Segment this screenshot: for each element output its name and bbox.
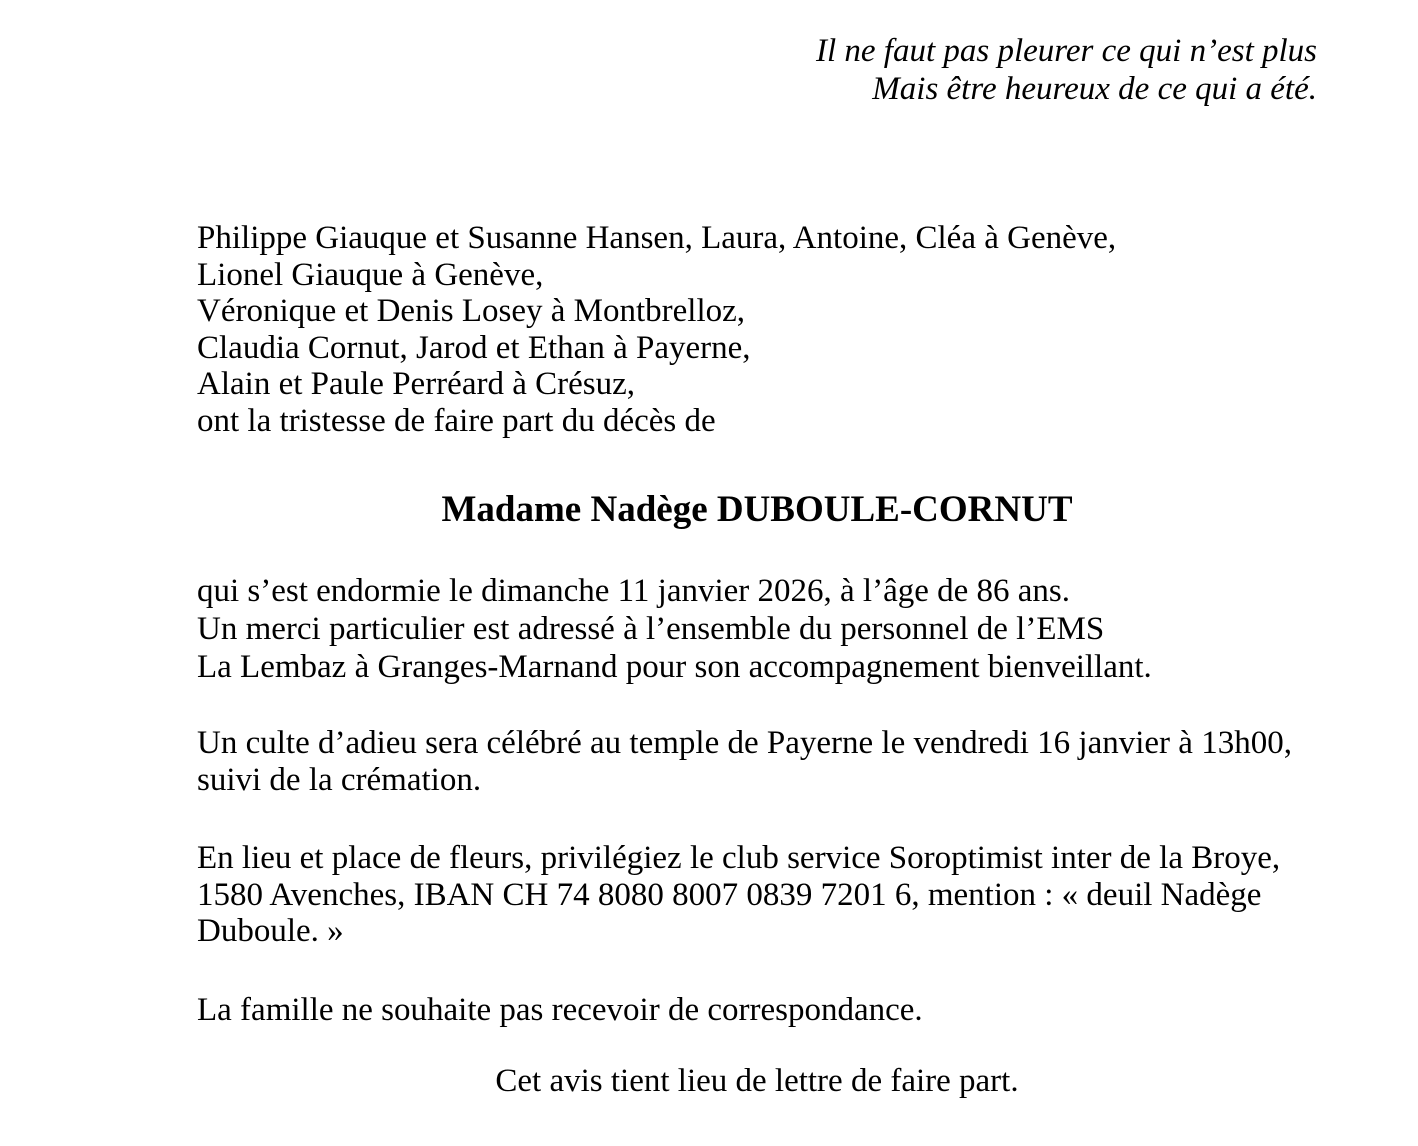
family-members-list: [197, 220, 1317, 440]
family-line: Alain et Paule Perréard à Crésuz,: [197, 366, 635, 403]
epitaph-quote: [197, 32, 1317, 108]
family-line: Philippe Giauque et Susanne Hansen, Laura, Antoine, Cléa à Genève,: [197, 220, 1117, 256]
donations-line: En lieu et place de fleurs, privilégiez le club service Soroptimist inter de la Broye,: [197, 840, 1281, 876]
family-line: Véronique et Denis Losey à Montbrelloz,: [197, 293, 746, 330]
death-details-line: La Lembaz à Granges-Marnand pour son accompagnement bienveillant.: [197, 649, 1152, 685]
ceremony-line: Un culte d’adieu sera célébré au temple de Payerne le vendredi 16 janvier à 13h00,: [197, 725, 1292, 761]
death-details-paragraph: [197, 572, 1317, 686]
family-line: Lionel Giauque à Genève,: [197, 256, 544, 293]
ceremony-line: suivi de la crémation.: [197, 762, 482, 798]
announcement-lead-line: ont la tristesse de faire part du décès de: [197, 402, 716, 439]
deceased-name-title: Madame Nadège DUBOULE-CORNUT: [441, 489, 1073, 530]
correspondence-note: La famille ne souhaite pas recevoir de correspondance.: [197, 992, 923, 1028]
ceremony-paragraph: [197, 725, 1317, 799]
donations-line: 1580 Avenches, IBAN CH 74 8080 8007 0839 7201 6, mention : « deuil Nadège: [197, 876, 1262, 913]
closing-note: Cet avis tient lieu de lettre de faire part.: [495, 1063, 1019, 1099]
epitaph-quote-line-2: Mais être heureux de ce qui a été.: [872, 71, 1317, 107]
death-details-line: qui s’est endormie le dimanche 11 janvier 2026, à l’âge de 86 ans.: [197, 573, 1071, 609]
donations-line: Duboule. »: [197, 913, 344, 949]
family-line: Claudia Cornut, Jarod et Ethan à Payerne,: [197, 329, 751, 366]
donations-paragraph: [197, 840, 1317, 950]
death-details-line: Un merci particulier est adressé à l’ensemble du personnel de l’EMS: [197, 611, 1105, 647]
epitaph-quote-line-1: Il ne faut pas pleurer ce qui n’est plus: [815, 33, 1317, 69]
